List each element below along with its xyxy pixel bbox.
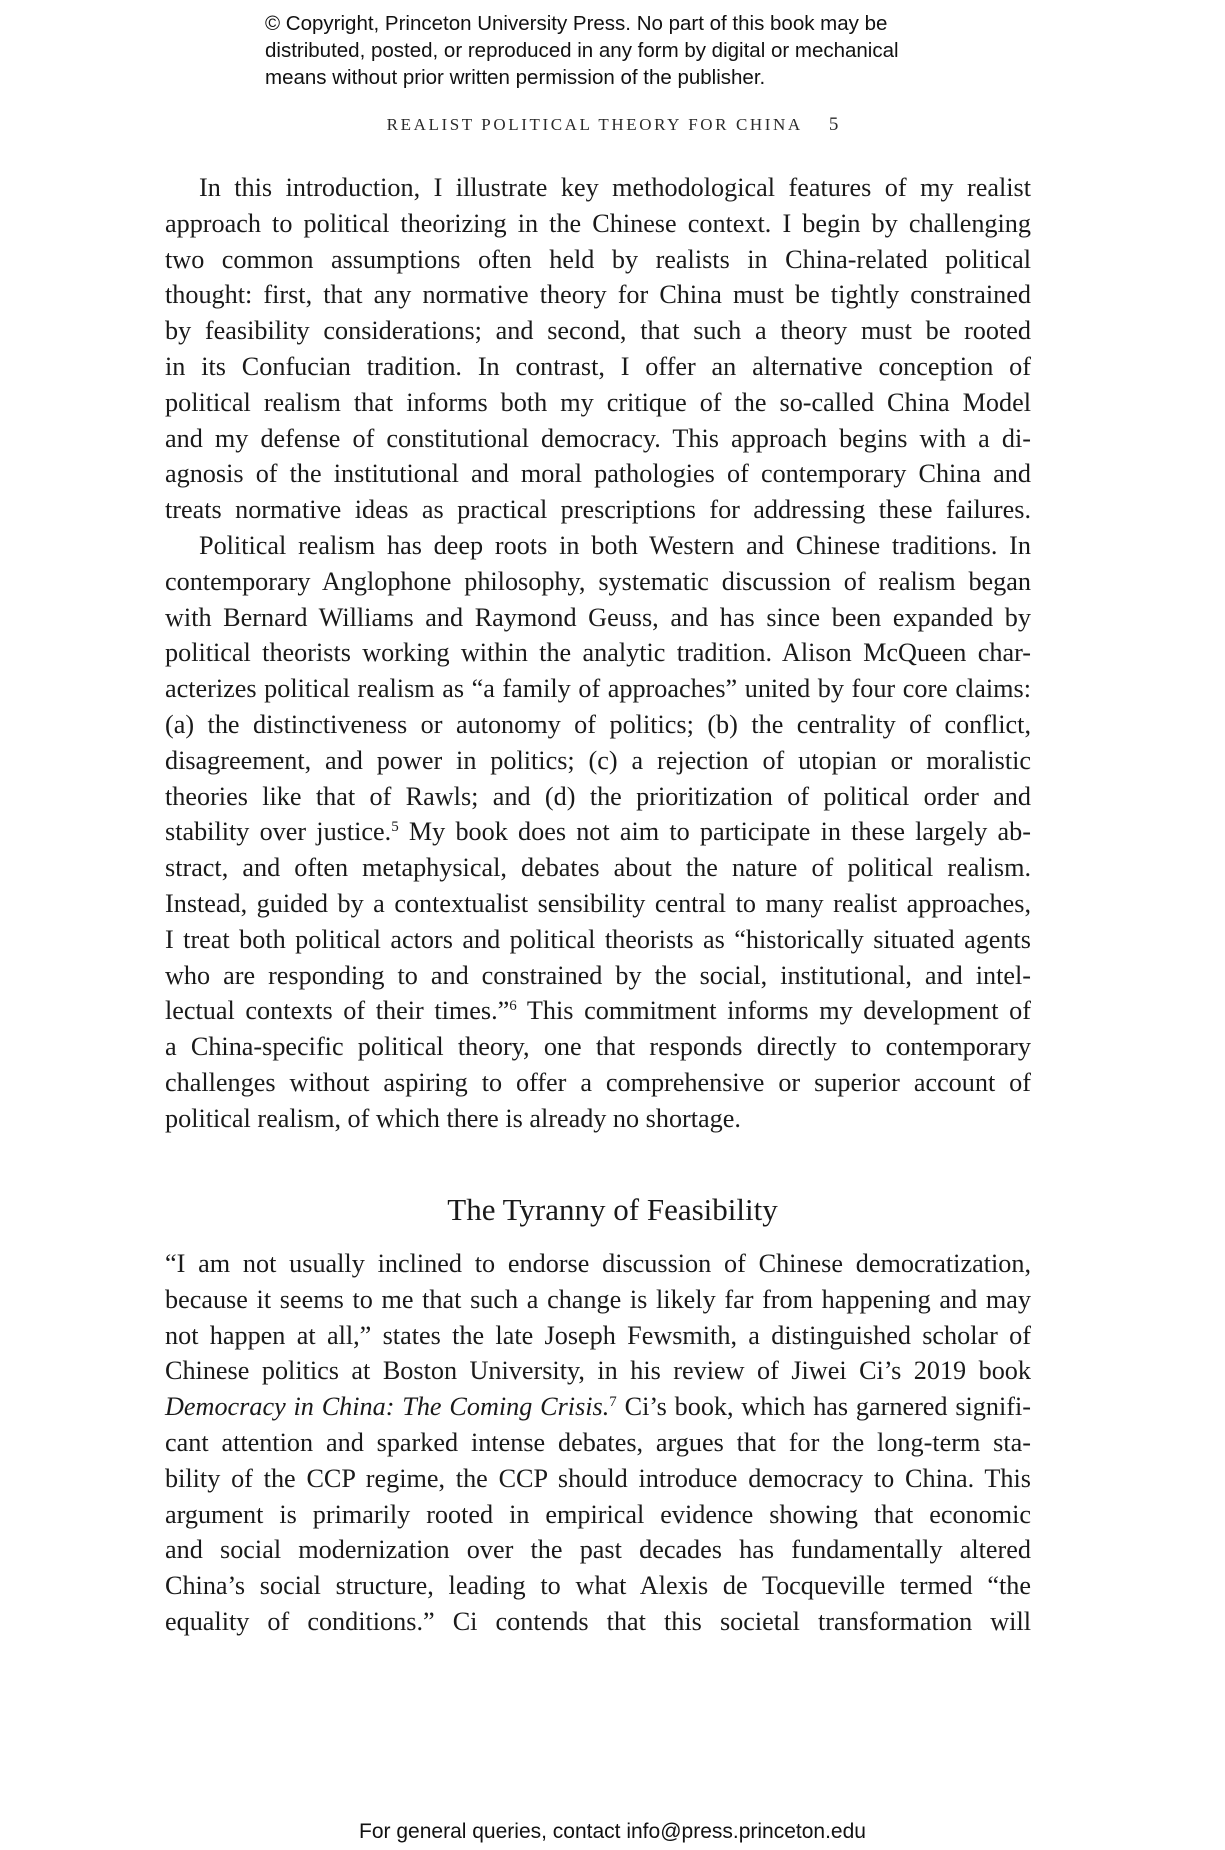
text-line: bility of the CCP regime, the CCP should introduce democracy to China. This <box>165 1463 1031 1493</box>
text-line: challenges without aspiring to offer a comprehensive or superior account of <box>165 1067 1031 1097</box>
text-line: argument is primarily rooted in empirical evidence showing that economic <box>165 1499 1031 1529</box>
text-line: and social modernization over the past decades has fundamentally altered <box>165 1535 1031 1565</box>
text-line: by feasibility considerations; and second, that such a theory must be rooted <box>165 316 1031 346</box>
text-line: stract, and often metaphysical, debates about the nature of political realism. <box>165 853 1031 883</box>
footnote-marker-6: 6 <box>509 998 517 1015</box>
text-line: theories like that of Rawls; and (d) the prioritization of political order and <box>165 781 1031 811</box>
text-line: because it seems to me that such a change is likely far from happening and may <box>165 1284 1031 1314</box>
text-line: political realism, of which there is already no shortage. <box>165 1103 741 1133</box>
section-heading: The Tyranny of Feasibility <box>447 1192 778 1227</box>
text-line: a China-specific political theory, one that responds directly to contemporary <box>165 1032 1031 1062</box>
text-line: In this introduction, I illustrate key methodological features of my realist <box>199 173 1031 202</box>
footnote-marker-7: 7 <box>609 1394 617 1411</box>
text-line: China’s social structure, leading to what Alexis de Tocqueville termed “the <box>165 1571 1031 1601</box>
body-text-lower <box>165 1246 1031 1640</box>
text-run: stability over justice. <box>165 817 392 847</box>
text-line: agnosis of the institutional and moral pathologies of contemporary China and <box>165 459 1031 489</box>
copyright-line: © Copyright, Princeton University Press. No part of this book may be <box>265 12 888 35</box>
text-line: in its Confucian tradition. In contrast, I offer an alternative conception of <box>165 351 1031 381</box>
text-line: who are responding to and constrained by the social, institutional, and intel- <box>165 960 1031 990</box>
copyright-line: means without prior written permission of the publisher. <box>265 66 766 89</box>
text-run: Ci’s book, which has garnered signifi- <box>616 1392 1031 1422</box>
running-head <box>0 114 1225 136</box>
text-line: equality of conditions.” Ci contends that this societal transformation will <box>165 1606 1031 1636</box>
text-line: (a) the distinctiveness or autonomy of politics; (b) the centrality of conflict, <box>165 709 1031 739</box>
book-title: Democracy in China: The Coming Crisis. <box>165 1392 610 1422</box>
footer-contact: For general queries, contact info@press.princeton.edu <box>359 1820 866 1843</box>
text-run: lectual contexts of their times.” <box>165 996 510 1026</box>
text-line: thought: first, that any normative theory for China must be tightly constrained <box>165 280 1031 310</box>
text-line: acterizes political realism as “a family of approaches” united by four core claims: <box>165 674 1031 704</box>
text-line <box>165 1389 1031 1425</box>
running-head-title: REALIST POLITICAL THEORY FOR CHINA <box>386 115 803 134</box>
body-text-upper <box>165 170 1031 1137</box>
text-line: political realism that informs both my critique of the so-called China Model <box>165 387 1031 417</box>
text-line: “I am not usually inclined to endorse discussion of Chinese democratization, <box>165 1249 1031 1278</box>
text-line: and my defense of constitutional democracy. This approach begins with a di- <box>165 423 1031 453</box>
text-run: My book does not aim to participate in these largely ab- <box>398 817 1031 847</box>
text-line: Political realism has deep roots in both Western and Chinese traditions. In <box>199 530 1031 560</box>
text-line: political theorists working within the analytic tradition. Alison McQueen char- <box>165 638 1031 668</box>
text-line: Instead, guided by a contextualist sensibility central to many realist approaches, <box>165 888 1031 918</box>
text-line: Chinese politics at Boston University, in his review of Jiwei Ci’s 2019 book <box>165 1356 1031 1386</box>
copyright-notice <box>265 10 1025 91</box>
text-run: This commitment informs my development of <box>516 996 1031 1026</box>
text-line: approach to political theorizing in the Chinese context. I begin by challenging <box>165 208 1031 238</box>
text-line: with Bernard Williams and Raymond Geuss, and has since been expanded by <box>165 602 1031 632</box>
footnote-marker-5: 5 <box>391 819 399 836</box>
text-line: disagreement, and power in politics; (c) a rejection of utopian or moralistic <box>165 745 1031 775</box>
page-number: 5 <box>828 114 839 135</box>
text-line: contemporary Anglophone philosophy, systematic discussion of realism began <box>165 566 1031 596</box>
text-line: cant attention and sparked intense debates, argues that for the long-term sta- <box>165 1427 1031 1457</box>
copyright-line: distributed, posted, or reproduced in any form by digital or mechanical <box>265 39 899 62</box>
text-line: two common assumptions often held by realists in China-related political <box>165 244 1031 274</box>
text-line <box>165 814 1031 850</box>
text-line: not happen at all,” states the late Joseph Fewsmith, a distinguished scholar of <box>165 1320 1031 1350</box>
text-line <box>165 993 1031 1029</box>
text-line: I treat both political actors and political theorists as “historically situated agents <box>165 924 1031 954</box>
text-line: treats normative ideas as practical prescriptions for addressing these failures. <box>165 495 1031 525</box>
